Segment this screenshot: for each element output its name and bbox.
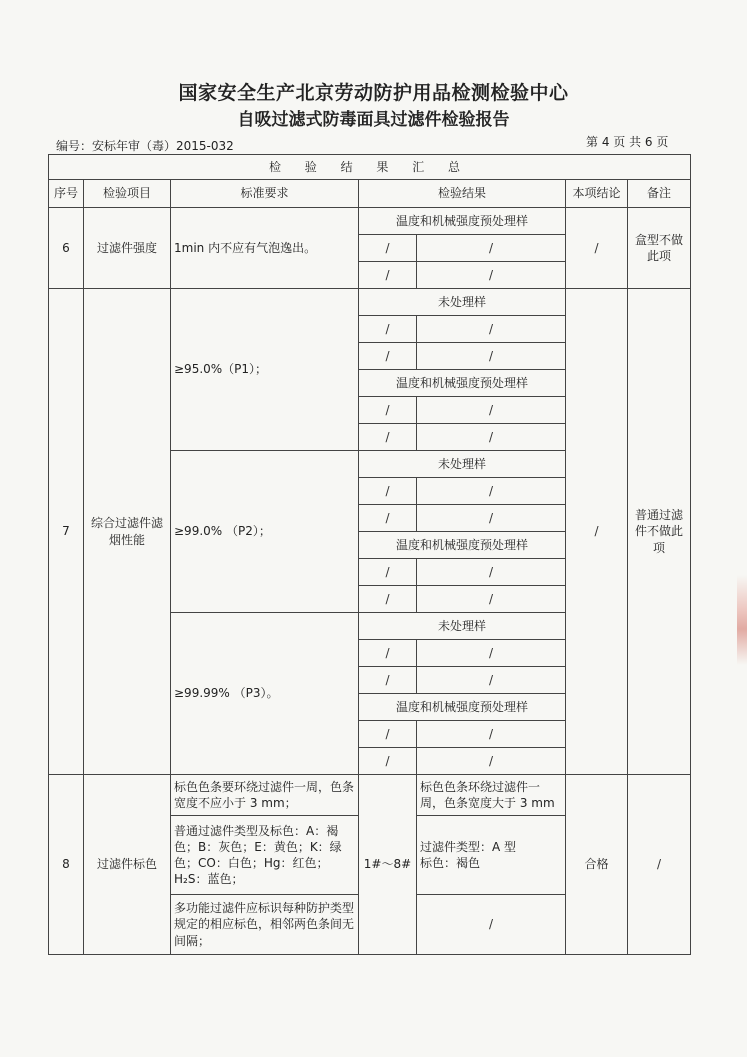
col-requirement: 标准要求 <box>171 180 359 208</box>
page-number: 第 4 页 共 6 页 <box>586 135 669 149</box>
edge-stain <box>737 575 747 665</box>
row6-seq: 6 <box>49 208 84 289</box>
report-code: 编号：安标年审（毒）2015-032 <box>56 139 234 153</box>
row8-result-2 <box>417 816 566 895</box>
row7-untreated-label: 未处理样 <box>359 289 566 316</box>
results-table <box>48 154 691 955</box>
result-cell: / <box>417 235 566 262</box>
result-cell: / <box>359 397 417 424</box>
row7-treated-label: 温度和机械强度预处理样 <box>359 370 566 397</box>
result-cell: / <box>417 640 566 667</box>
result-cell: / <box>359 721 417 748</box>
result-cell: / <box>359 262 417 289</box>
result-cell: / <box>359 235 417 262</box>
row8-result-3: / <box>417 895 566 955</box>
summary-heading: 检 验 结 果 汇 总 <box>49 155 691 180</box>
result-cell: / <box>417 748 566 775</box>
result-cell: / <box>417 667 566 694</box>
row6-item: 过滤件强度 <box>84 208 171 289</box>
report-title: 自吸过滤式防毒面具过滤件检验报告 <box>237 110 510 130</box>
row6-sample-label: 温度和机械强度预处理样 <box>359 208 566 235</box>
row6-remark: 盒型不做此项 <box>628 208 691 289</box>
row7-seq: 7 <box>49 289 84 775</box>
row8-conclusion: 合格 <box>566 775 628 955</box>
row8-requirement-2: 普通过滤件类型及标色：A：褐色；B：灰色；E：黄色；K：绿色；CO：白色；Hg：红色；H₂S：蓝色； <box>171 816 359 895</box>
result-cell: / <box>359 667 417 694</box>
result-cell: / <box>417 559 566 586</box>
row8-requirement-3: 多功能过滤件应标识每种防护类型规定的相应标色，相邻两色条间无间隔； <box>171 895 359 955</box>
row7-p2-requirement: ≥99.0% （P2）； <box>171 451 359 613</box>
result-cell: / <box>417 397 566 424</box>
row7-remark: 普通过滤件不做此项 <box>628 289 691 775</box>
row6-requirement: 1min 内不应有气泡逸出。 <box>171 208 359 289</box>
result-cell: / <box>359 586 417 613</box>
result-cell: / <box>417 586 566 613</box>
result-cell: / <box>359 478 417 505</box>
result-cell: / <box>417 262 566 289</box>
result-cell: / <box>417 424 566 451</box>
row8-result-type: 过滤件类型：A 型 <box>420 839 517 854</box>
row7-treated-label: 温度和机械强度预处理样 <box>359 532 566 559</box>
row8-requirement-1: 标色色条要环绕过滤件一周，色条宽度不应小于 3 mm； <box>171 775 359 816</box>
row7-p3-requirement: ≥99.99% （P3）。 <box>171 613 359 775</box>
row7-untreated-label: 未处理样 <box>359 613 566 640</box>
col-conclusion: 本项结论 <box>566 180 628 208</box>
report-org-title: 国家安全生产北京劳动防护用品检测检验中心 <box>178 82 569 104</box>
result-cell: / <box>359 343 417 370</box>
result-cell: / <box>417 505 566 532</box>
row8-result-1: 标色色条环绕过滤件一周，色条宽度大于 3 mm <box>417 775 566 816</box>
row8-result-color: 标色：褐色 <box>420 856 481 870</box>
result-cell: / <box>417 478 566 505</box>
result-cell: / <box>359 316 417 343</box>
col-remark: 备注 <box>628 180 691 208</box>
row7-untreated-label: 未处理样 <box>359 451 566 478</box>
row7-conclusion: / <box>566 289 628 775</box>
col-item: 检验项目 <box>84 180 171 208</box>
result-cell: / <box>359 748 417 775</box>
col-result: 检验结果 <box>359 180 566 208</box>
result-cell: / <box>359 640 417 667</box>
result-cell: / <box>359 424 417 451</box>
result-cell: / <box>417 721 566 748</box>
row7-p1-requirement: ≥95.0%（P1）； <box>171 289 359 451</box>
row8-seq: 8 <box>49 775 84 955</box>
row8-remark: / <box>628 775 691 955</box>
result-cell: / <box>417 343 566 370</box>
row7-treated-label: 温度和机械强度预处理样 <box>359 694 566 721</box>
row8-item: 过滤件标色 <box>84 775 171 955</box>
result-cell: / <box>417 316 566 343</box>
result-cell: / <box>359 505 417 532</box>
row8-samples: 1#～8# <box>359 775 417 955</box>
row7-item: 综合过滤件滤烟性能 <box>84 289 171 775</box>
col-seq: 序号 <box>49 180 84 208</box>
result-cell: / <box>359 559 417 586</box>
row6-conclusion: / <box>566 208 628 289</box>
